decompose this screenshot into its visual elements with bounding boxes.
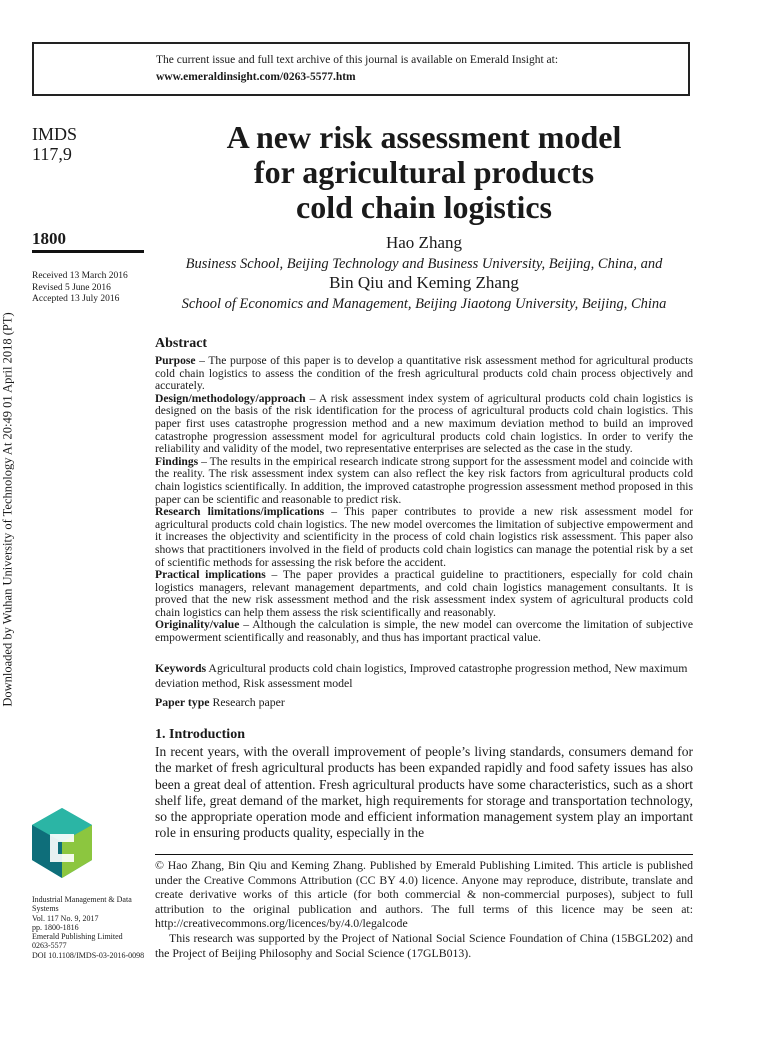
author-1: Hao Zhang [385,233,462,252]
abstract-limitations [155,506,693,569]
accepted-date: Accepted 13 July 2016 [32,294,120,304]
abstract-findings [155,456,693,506]
abstract-heading: Abstract [155,336,208,351]
design-text: – A risk assessment index system of agricultural products cold chain logistics is designed on the basis of the risk identification for the process of agricultural products cold chain logistics. This paper first uses catastrophe progression method and a new maximum deviation method to build an improved catastrophe progression assessment model for agricultural products cold chain logistics. In order to verify the reliability and validity of the model, two representative enterprises are selected as the case in the study. [155,391,693,456]
keywords-text: Agricultural products cold chain logistics, Improved catastrophe progression method, New maximum deviation method, Risk assessment model [155,661,688,690]
pubinfo-line: 0263-5577 [32,941,67,951]
design-label: Design/methodology/approach [155,391,306,405]
limitations-label: Research limitations/implications [155,505,325,519]
findings-text: – The results in the empirical research indicate strong support for the assessment model and coincide with the reality. The risk assessment index system can also reflect the key risk factors from agricultural products cold chain logistics scientifically. In addition, the improved catastrophe progression assessment method proposed in this paper can be scientific and reasonable to predict risk. [155,454,693,506]
archive-notice-box [32,42,690,96]
received-date: Received 13 March 2016 [32,271,128,281]
affiliation-1: Business School, Beijing Technology and Business University, Beijing, China, and [185,256,663,272]
pubinfo-line: Vol. 117 No. 9, 2017 [32,913,99,923]
originality-label: Originality/value [155,618,240,632]
limitations-text: – This paper contributes to provide a new risk assessment model for agricultural products cold chain logistics. The new model overcomes the limitation of subjective empowerment and it increases the objectivity and scientificity in the process of cold chain logistics risk assessment. This paper also shows that practitioners involved in the field of products cold chain logistics can manage the potential risk by a set of scientific methods for assessing the risk before the accident. [155,505,693,569]
pubinfo-line: Emerald Publishing Limited [32,932,123,942]
emerald-logo-icon [32,808,92,878]
purpose-label: Purpose [155,354,196,367]
keywords [155,661,693,691]
archive-url[interactable]: www.emeraldinsight.com/0263-5577.htm [156,71,356,83]
footnote [155,858,693,960]
page-number-rule [32,250,144,253]
abstract-body [155,355,693,645]
title-line: cold chain logistics [295,189,552,225]
abstract-practical [155,569,693,619]
abstract-design [155,393,693,456]
revised-date: Revised 5 June 2016 [32,282,111,293]
archive-notice-text: The current issue and full text archive of this journal is available on Emerald Insight at: [156,54,559,66]
history-dates [32,271,128,306]
paper-type-text: Research paper [209,695,285,709]
article-title [150,120,698,225]
journal-volume-issue: 117,9 [32,144,72,164]
practical-label: Practical implications [155,568,266,582]
copyright-notice: © Hao Zhang, Bin Qiu and Keming Zhang. Published by Emerald Publishing Limited. This article is published under the Creative Commons Attribution (CC BY 4.0) licence. Anyone may reproduce, distribute, translate and create derivative works of this article (for both commercial & non-commercial purposes), subject to full attribution to the original publication and authors. The full terms of this licence may be seen at: http://creativecommons.org/licences/by/4.0/legalcode [155,858,693,931]
title-line: for agricultural products [253,154,595,190]
publication-info [32,895,147,960]
footnote-rule [155,854,693,855]
author-2: Bin Qiu and Keming Zhang [329,273,519,292]
paper-type-label: Paper type [155,695,210,709]
pubinfo-line: Industrial Management & Data Systems [32,895,132,914]
paper-type [155,695,285,710]
title-line: A new risk assessment model [226,119,622,155]
abstract-originality [155,619,693,644]
pubinfo-line: pp. 1800-1816 [32,922,79,932]
download-notice: Downloaded by Wuhan University of Technology At 20:49 01 April 2018 (PT) [0,312,15,707]
journal-abbrev: IMDS [32,124,78,144]
pubinfo-line: DOI 10.1108/IMDS-03-2016-0098 [32,950,145,960]
abstract-purpose [155,355,693,393]
practical-text: – The paper provides a practical guideline to practitioners, especially for cold chain logistics managers, relevant management departments, and cold chain logistics management consultants. It is proved that the new risk assessment method and the risk assessment index system of agricultural products cold chain logistics can help them assess the risk scientifically and reasonably. [155,568,693,619]
keywords-label: Keywords [155,661,207,675]
findings-label: Findings [155,454,199,468]
intro-text: In recent years, with the overall improvement of people’s living standards, consumers demand for the market of fresh agricultural products has been expanded rapidly and food safety issues has also been a great deal of attention. Fresh agricultural products have some characteristics, such as a short shelf life, great demand of the market, high requirements for storage and transportation technology, so the appropriate operation mode and efficient information management system play an important role in ensuring products quality, especially in the [155,744,693,841]
affiliation-2: School of Economics and Management, Beijing Jiaotong University, Beijing, China [181,296,667,312]
funding-notice: This research was supported by the Project of National Social Science Foundation of China (15BGL202) and the Project of Beijing Philosophy and Social Science (17GLB013). [155,930,693,960]
journal-id [32,124,77,164]
purpose-text: – The purpose of this paper is to develop a quantitative risk assessment method for agricultural products cold chain logistics to assess the condition of the fresh agricultural products cold chain process objectively and accurately. [155,354,693,393]
page-number: 1800 [32,229,66,248]
originality-text: – Although the calculation is simple, the new model can overcome the limitation of subjective empowerment scientifically and reasonably, and thus has important practical value. [155,618,693,645]
intro-heading: 1. Introduction [155,727,245,742]
